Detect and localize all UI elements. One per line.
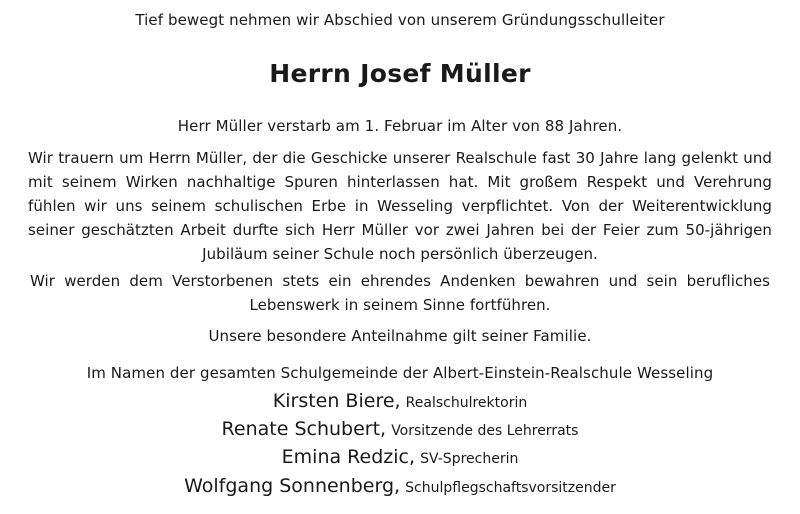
signatory: [0, 473, 800, 501]
signatory-name: Emina Redzic,: [281, 446, 416, 468]
tribute-paragraph: Wir trauern um Herrn Müller, der die Geschicke unserer Realschule fast 30 Jahre lang gelenkt und mit seinem Wirken nachhaltige Spuren hinterlassen hat. Mit großem Respekt und Verehrung fühlen wir uns seinem schulischen Erbe in Wesseling verpflichtet. Von der Weiterentwicklung seiner geschätzten Arbeit durfte sich Herr Müller vor zwei Jahren bei der Feier zum 50-jährigen Jubiläum seiner Schule noch persönlich überzeugen.: [28, 149, 772, 263]
remembrance-paragraph: Wir werden dem Verstorbenen stets ein ehrendes Andenken bewahren und sein berufliches Lebenswerk in seinem Sinne fortführen.: [30, 272, 770, 314]
intro-line: Tief bewegt nehmen wir Abschied von unserem Gründungsschulleiter: [135, 11, 665, 29]
school-line: Im Namen der gesamten Schulgemeinde der Albert-Einstein-Realschule Wesseling: [86, 364, 714, 382]
deceased-name: Herrn Josef Müller: [269, 59, 531, 88]
signatory-role: Schulpflegschaftsvorsitzender: [405, 480, 616, 496]
signatory: [0, 388, 800, 416]
signatory-name: Wolfgang Sonnenberg,: [184, 475, 401, 497]
death-line: Herr Müller verstarb am 1. Februar im Alter von 88 Jahren.: [177, 117, 623, 135]
signatory-name: Kirsten Biere,: [272, 390, 401, 412]
signatory-role: Realschulrektorin: [405, 395, 528, 411]
signatory-name: Renate Schubert,: [221, 418, 387, 440]
signatory-role: Vorsitzende des Lehrerrats: [391, 423, 579, 439]
signatory: [0, 416, 800, 444]
signatory: [0, 444, 800, 472]
condolence-line: Unsere besondere Anteilnahme gilt seiner Familie.: [208, 327, 592, 345]
signatory-role: SV-Sprecherin: [420, 451, 519, 467]
